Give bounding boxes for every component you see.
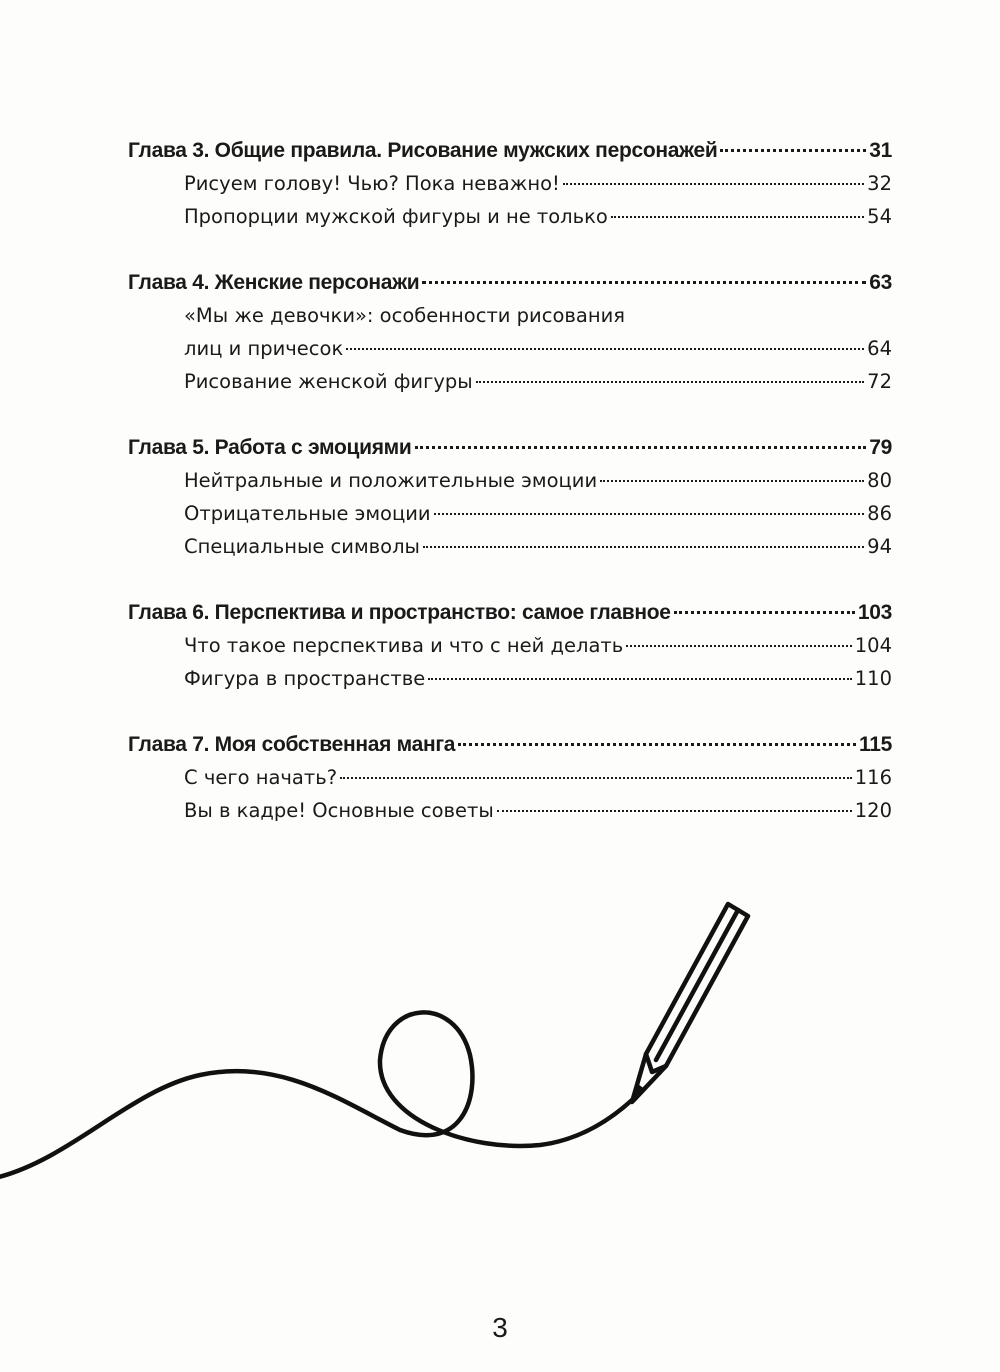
dot-leader bbox=[340, 777, 852, 779]
section-title: лиц и причесок bbox=[184, 337, 344, 360]
section-page: 104 bbox=[854, 634, 892, 657]
section-entry[interactable] bbox=[128, 530, 892, 563]
dot-leader bbox=[346, 348, 864, 350]
section-entry[interactable] bbox=[128, 200, 892, 233]
section-entry-line1[interactable] bbox=[128, 299, 892, 332]
section-title: Отрицательные эмоции bbox=[184, 502, 431, 525]
dot-leader bbox=[497, 810, 852, 812]
section-entry[interactable] bbox=[128, 332, 892, 365]
section-entry[interactable] bbox=[128, 167, 892, 200]
section-title: Нейтральные и положительные эмоции bbox=[184, 469, 598, 492]
section-page: 32 bbox=[867, 172, 892, 195]
section-title: Вы в кадре! Основные советы bbox=[184, 799, 494, 822]
section-title: С чего начать? bbox=[184, 766, 338, 789]
chapter-title: Глава 3. Общие правила. Рисование мужских персонажей bbox=[128, 139, 718, 162]
table-of-contents bbox=[128, 134, 892, 860]
section-title: Рисуем голову! Чью? Пока неважно! bbox=[184, 172, 560, 195]
dot-leader bbox=[422, 281, 866, 284]
section-entry[interactable] bbox=[128, 497, 892, 530]
dot-leader bbox=[611, 216, 864, 218]
toc-chapter-3 bbox=[128, 134, 892, 233]
chapter-title: Глава 7. Моя собственная манга bbox=[128, 733, 456, 756]
chapter-page: 79 bbox=[869, 436, 892, 459]
dot-leader bbox=[423, 546, 864, 548]
dot-leader bbox=[600, 480, 864, 482]
dot-leader bbox=[563, 183, 864, 185]
chapter-entry[interactable] bbox=[128, 431, 892, 464]
section-page: 116 bbox=[854, 766, 892, 789]
chapter-entry[interactable] bbox=[128, 728, 892, 761]
section-title: Пропорции мужской фигуры и не только bbox=[184, 205, 608, 228]
section-page: 120 bbox=[854, 799, 892, 822]
dot-leader bbox=[626, 645, 851, 647]
dot-leader bbox=[428, 678, 852, 680]
section-entry[interactable] bbox=[128, 662, 892, 695]
dot-leader bbox=[458, 743, 856, 746]
section-page: 54 bbox=[867, 205, 892, 228]
pencil-body bbox=[632, 904, 748, 1102]
section-title: Рисование женской фигуры bbox=[184, 370, 473, 393]
toc-chapter-4 bbox=[128, 266, 892, 398]
section-title: Специальные символы bbox=[184, 535, 420, 558]
section-entry[interactable] bbox=[128, 464, 892, 497]
chapter-page: 115 bbox=[859, 733, 892, 756]
section-page: 86 bbox=[867, 502, 892, 525]
pencil-stripe bbox=[656, 910, 738, 1060]
toc-chapter-5 bbox=[128, 431, 892, 563]
section-page: 80 bbox=[867, 469, 892, 492]
toc-chapter-7 bbox=[128, 728, 892, 827]
chapter-page: 63 bbox=[869, 271, 892, 294]
pencil-drawing-loop-icon bbox=[0, 890, 1000, 1210]
section-title: Фигура в пространстве bbox=[184, 667, 426, 690]
section-entry[interactable] bbox=[128, 365, 892, 398]
chapter-entry[interactable] bbox=[128, 266, 892, 299]
section-page: 110 bbox=[854, 667, 892, 690]
chapter-page: 31 bbox=[869, 139, 892, 162]
section-entry[interactable] bbox=[128, 629, 892, 662]
dot-leader bbox=[720, 149, 866, 152]
toc-chapter-6 bbox=[128, 596, 892, 695]
section-entry[interactable] bbox=[128, 794, 892, 827]
section-page: 94 bbox=[867, 535, 892, 558]
drawn-line bbox=[0, 1012, 632, 1178]
dot-leader bbox=[476, 381, 865, 383]
page-number: 3 bbox=[492, 1312, 508, 1343]
section-entry[interactable] bbox=[128, 761, 892, 794]
chapter-entry[interactable] bbox=[128, 596, 892, 629]
section-page: 64 bbox=[867, 337, 892, 360]
dot-leader bbox=[434, 513, 865, 515]
chapter-title: Глава 6. Перспектива и пространство: самое главное bbox=[128, 601, 671, 624]
dot-leader bbox=[415, 446, 867, 449]
chapter-entry[interactable] bbox=[128, 134, 892, 167]
section-page: 72 bbox=[867, 370, 892, 393]
section-title: Что такое перспектива и что с ней делать bbox=[184, 634, 624, 657]
section-title-line1: «Мы же девочки»: особенности рисования bbox=[184, 304, 625, 327]
chapter-title: Глава 4. Женские персонажи bbox=[128, 271, 420, 294]
dot-leader bbox=[674, 611, 855, 614]
chapter-page: 103 bbox=[857, 601, 892, 624]
chapter-title: Глава 5. Работа с эмоциями bbox=[128, 436, 412, 459]
